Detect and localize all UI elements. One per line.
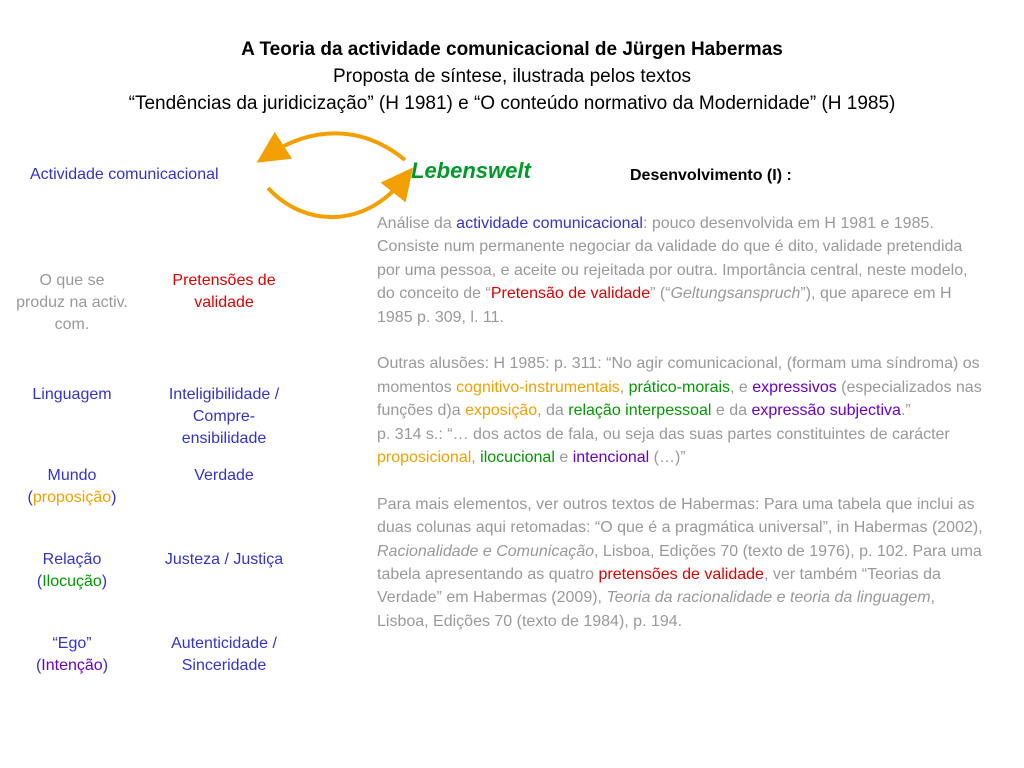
row-mundo-sub: proposição: [32, 489, 112, 506]
paragraph-2: [377, 352, 987, 422]
p3-text: Para mais elementos, ver outros textos de Habermas: Para uma tabela que inclui as duas colunas aqui retomadas: “O que é a pragmática universal”, in Habermas (2002),: [377, 495, 983, 537]
p2-text: ,: [471, 449, 481, 467]
p1-text: ”), que aparece em H 1985 p. 309, l. 11.: [377, 285, 952, 326]
p3-book-title: Racionalidade e Comunicação: [377, 542, 595, 560]
p2-text: ,: [619, 378, 629, 396]
row-linguagem-left: Linguagem: [32, 386, 112, 403]
row-ego-left: “Ego” (Intenção): [35, 635, 109, 674]
p2-text: (…)”: [649, 449, 686, 467]
p2-text: e: [554, 449, 573, 467]
p2-text: (especializados nas funções d)a: [377, 378, 982, 420]
p3-text: , ver também “Teorias da Verdade” em Habermas (2009),: [377, 566, 941, 607]
p2-term: ilocucional: [480, 449, 555, 467]
table-header-right: Pretensões de validade: [172, 272, 276, 311]
p2-term: exposição: [465, 402, 538, 420]
title-line-2: Proposta de síntese, ilustrada pelos textos: [332, 66, 692, 87]
row-mundo-right: Verdade: [194, 467, 254, 484]
p3-term-validity: pretensões de validade: [598, 566, 764, 584]
p1-text: : pouco desenvolvida em H 1981 e 1985. Consiste num permanente negociar da validade do que é dito, validade pretendida por uma pessoa, e aceite ou rejeitada por outra. Importância central, neste modelo, do conceito de “: [377, 215, 968, 303]
p2-term: expressão subjectiva: [751, 402, 901, 420]
paragraph-3: [377, 493, 987, 633]
row-relacao-term: Relação: [42, 551, 102, 568]
title-line-1: A Teoria da actividade comunicacional de Jürgen Habermas: [241, 39, 783, 60]
p2-term: expressivos: [752, 378, 837, 396]
arrow-to-activity: [270, 133, 405, 160]
p2-text: , e: [730, 378, 753, 396]
paragraph-2b: [377, 423, 987, 470]
row-mundo-left: Mundo (proposição): [27, 467, 117, 506]
row-ego-right: Autenticidade / Sinceridade: [171, 635, 277, 674]
p2-text: Outras alusões: H 1985: p. 311: “No agir comunicacional, (formam uma síndroma) os momentos: [377, 355, 980, 396]
p3-text: , Lisboa, Edições 70 (texto de 1984), p. 194.: [377, 589, 935, 630]
development-heading: Desenvolvimento (I) :: [630, 167, 792, 184]
p3-text: , Lisboa, Edições 70 (texto de 1976), p. 102. Para uma tabela apresentando as quatro: [377, 542, 982, 584]
p2-term: cognitivo-instrumentais: [456, 378, 620, 396]
p2-term: relação interpessoal: [568, 402, 712, 420]
development-text: [377, 212, 987, 633]
slide-title: [0, 36, 1024, 117]
p1-term-activity: actividade comunicacional: [456, 215, 643, 232]
p2-text: e da: [711, 402, 752, 420]
row-relacao-sub: Ilocução: [42, 573, 102, 590]
p1-term-validity: Pretensão de validade: [490, 285, 651, 303]
table-header-left: O que se produz na activ. com.: [16, 272, 128, 333]
p2-term: proposicional: [377, 449, 472, 467]
p1-text: Análise da: [377, 215, 457, 232]
paragraph-1: [377, 212, 987, 329]
p2-text: , da: [537, 402, 569, 420]
p2-term: prático-morais: [628, 378, 731, 396]
row-linguagem-right: Inteligibilidade / Compre-ensibilidade: [168, 386, 280, 447]
row-ego-term: “Ego”: [52, 635, 92, 652]
title-line-3: “Tendências da juridicização” (H 1981) e “O conteúdo normativo da Modernidade” (H 1985): [128, 93, 896, 114]
p2-term: intencional: [572, 449, 650, 467]
activity-label: Actividade comunicacional: [30, 166, 219, 183]
lebenswelt-label: Lebenswelt: [411, 158, 531, 183]
p1-text: ” (“: [650, 285, 671, 303]
p2-text: .”: [900, 402, 911, 420]
p3-book-title: Teoria da racionalidade e teoria da linguagem: [606, 589, 931, 607]
row-relacao-left: Relação (Ilocução): [36, 551, 108, 590]
p2-text: p. 314 s.: “… dos actos de fala, ou seja das suas partes constituintes de carácter: [377, 425, 950, 443]
row-relacao-right: Justeza / Justiça: [164, 551, 284, 568]
row-mundo-term: Mundo: [47, 467, 97, 484]
p1-term-german: Geltungsanspruch: [670, 285, 801, 303]
row-ego-sub: Intenção: [41, 657, 103, 674]
